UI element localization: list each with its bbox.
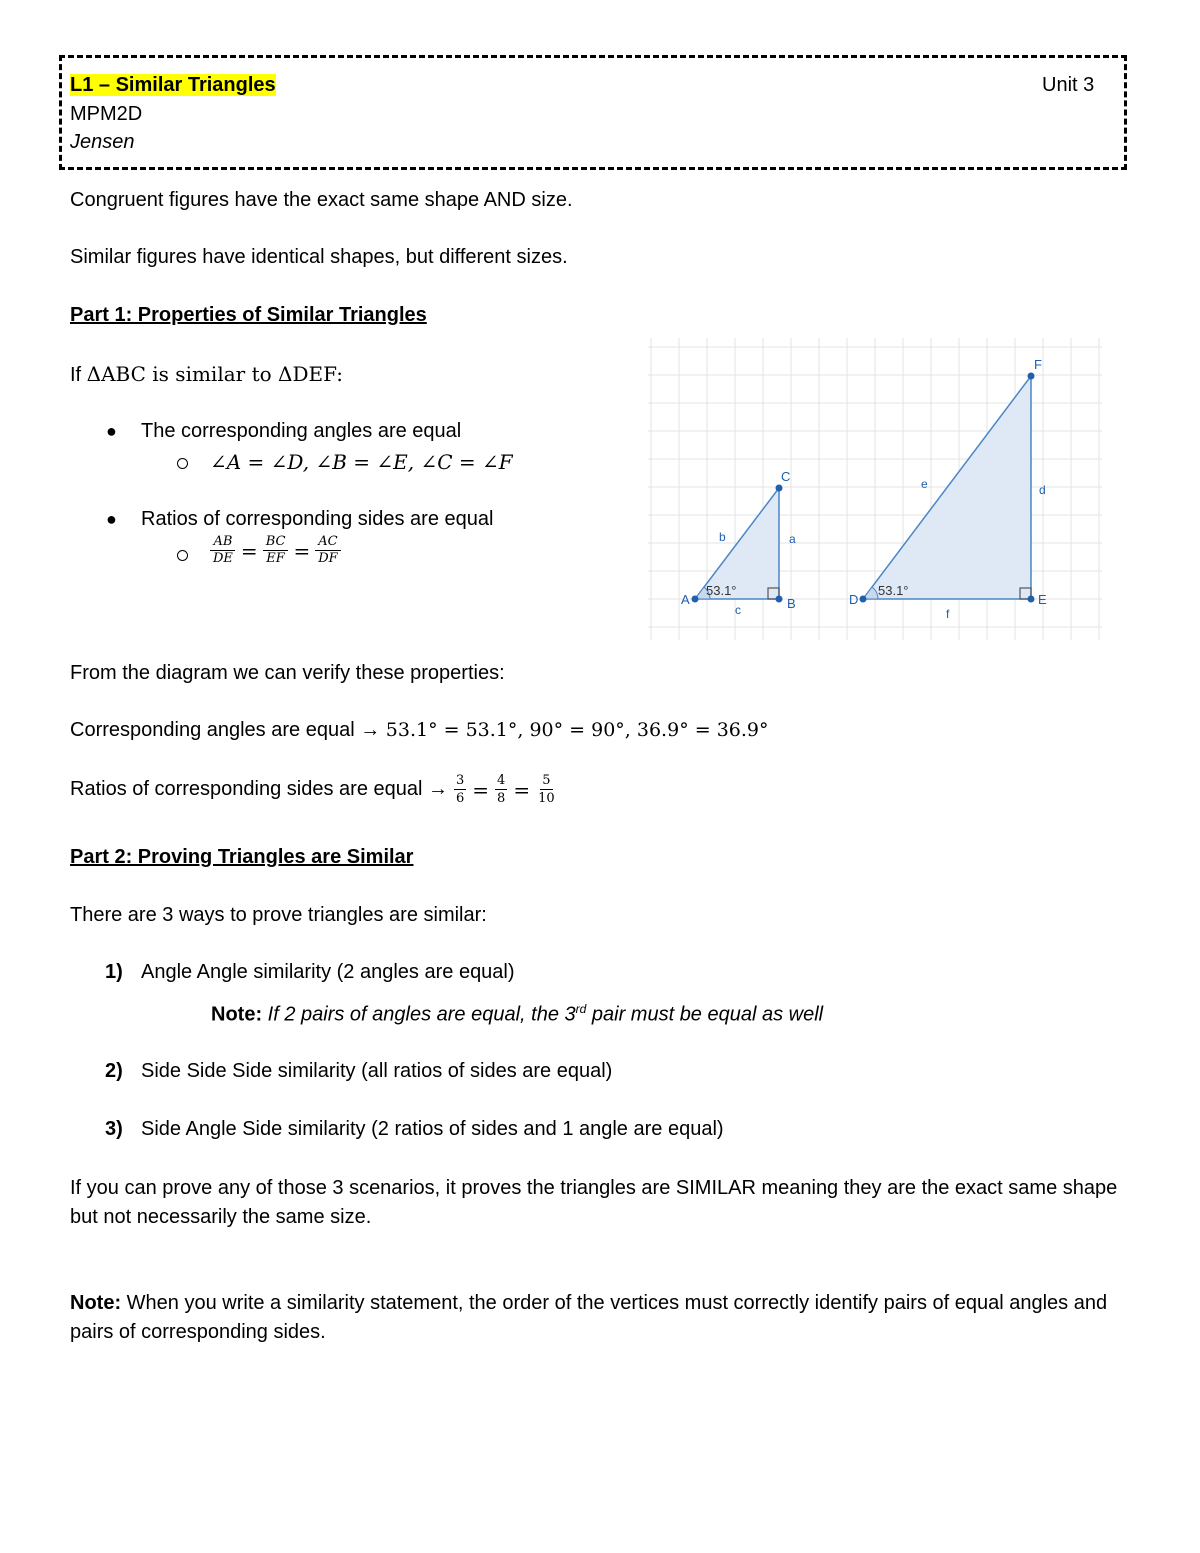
label-side-e: e [921,477,928,491]
list-item-aa: Angle Angle similarity (2 angles are equal) [141,961,515,983]
sub-bullet-circle [177,458,188,469]
label-side-a: a [789,532,796,546]
angle-a-label: 53.1° [706,583,737,598]
label-vertex-e: E [1038,592,1047,607]
part1-heading: Part 1: Properties of Similar Triangles [70,304,427,326]
label-side-f: f [946,607,950,621]
label-side-d: d [1039,483,1046,497]
similarity-statement-note: Note: When you write a similarity statement, the order of the vertices must correctly identify pairs of equal angles and pairs of corresponding sides. [70,1292,1108,1343]
verify-angles: Corresponding angles are equal → 53.1° = 53.1°, 90° = 90°, 36.9° = 36.9° [70,719,769,741]
ratio-5-10: $\frac{5}{10}$ [538,773,555,806]
header-box [59,55,1127,170]
vertex-a-point [692,596,699,603]
list-number: 1) [105,961,123,983]
label-side-c: c [735,603,741,617]
list-number: 2) [105,1060,123,1082]
ratios-equation: $\frac{AB}{DE}$ = $\frac{BC}{EF}$ = $\frac{AC}{DF}$ [208,534,343,567]
ratio-ac-df: $\frac{AC}{DF}$ [315,534,340,567]
list-item-sss: Side Side Side similarity (all ratios of sides are equal) [141,1060,613,1082]
conclusion-paragraph: If you can prove any of those 3 scenarios, it proves the triangles are SIMILAR meaning they are the exact same shape but not necessarily the same size. [70,1177,1118,1228]
label-vertex-b: B [787,596,796,611]
angle-d-label: 53.1° [878,583,909,598]
list-item-sas: Side Angle Side similarity (2 ratios of sides and 1 angle are equal) [141,1118,724,1140]
note-aa: Note: If 2 pairs of angles are equal, the 3rd pair must be equal as well [211,1002,824,1026]
vertex-d-point [860,596,867,603]
label-vertex-d: D [849,592,859,607]
sub-bullet-circle [177,550,188,561]
angles-equation: ∠A = ∠D, ∠B = ∠E, ∠C = ∠F [210,450,513,474]
bullet-ratios-text: Ratios of corresponding sides are equal [141,508,494,530]
similar-definition: Similar figures have identical shapes, but different sizes. [70,246,568,268]
bullet-dot: ● [106,421,117,441]
part2-heading: Part 2: Proving Triangles are Similar [70,846,414,868]
teacher-name: Jensen [70,131,135,153]
part2-intro: There are 3 ways to prove triangles are similar: [70,904,487,926]
vertex-b-point [776,596,783,603]
vertex-f-point [1028,373,1035,380]
ratio-bc-ef: $\frac{BC}{EF}$ [263,534,289,567]
label-side-b: b [719,530,726,544]
label-vertex-f: F [1034,357,1042,372]
list-number: 3) [105,1118,123,1140]
verify-intro: From the diagram we can verify these properties: [70,662,505,684]
ratio-3-6: $\frac{3}{6}$ [456,773,465,806]
if-statement: If ΔABC is similar to ΔDEF: [70,362,343,386]
ratio-ab-de: $\frac{AB}{DE}$ [210,534,236,567]
course-code: MPM2D [70,103,143,125]
unit-label: Unit 3 [1042,74,1095,96]
vertex-c-point [776,485,783,492]
bullet-angles-text: The corresponding angles are equal [141,420,462,442]
similar-triangles-diagram [648,338,1102,640]
page-title: L1 – Similar Triangles [70,74,276,96]
label-vertex-c: C [781,469,791,484]
label-vertex-a: A [681,592,690,607]
vertex-e-point [1028,596,1035,603]
congruent-definition: Congruent figures have the exact same shape AND size. [70,189,573,211]
verify-ratios: Ratios of corresponding sides are equal → $\frac{3}{6}$ = $\frac{4}{8}$ = $\frac{5}{10}$ [70,773,555,806]
bullet-dot: ● [106,509,117,529]
ratio-4-8: $\frac{4}{8}$ [497,773,506,806]
